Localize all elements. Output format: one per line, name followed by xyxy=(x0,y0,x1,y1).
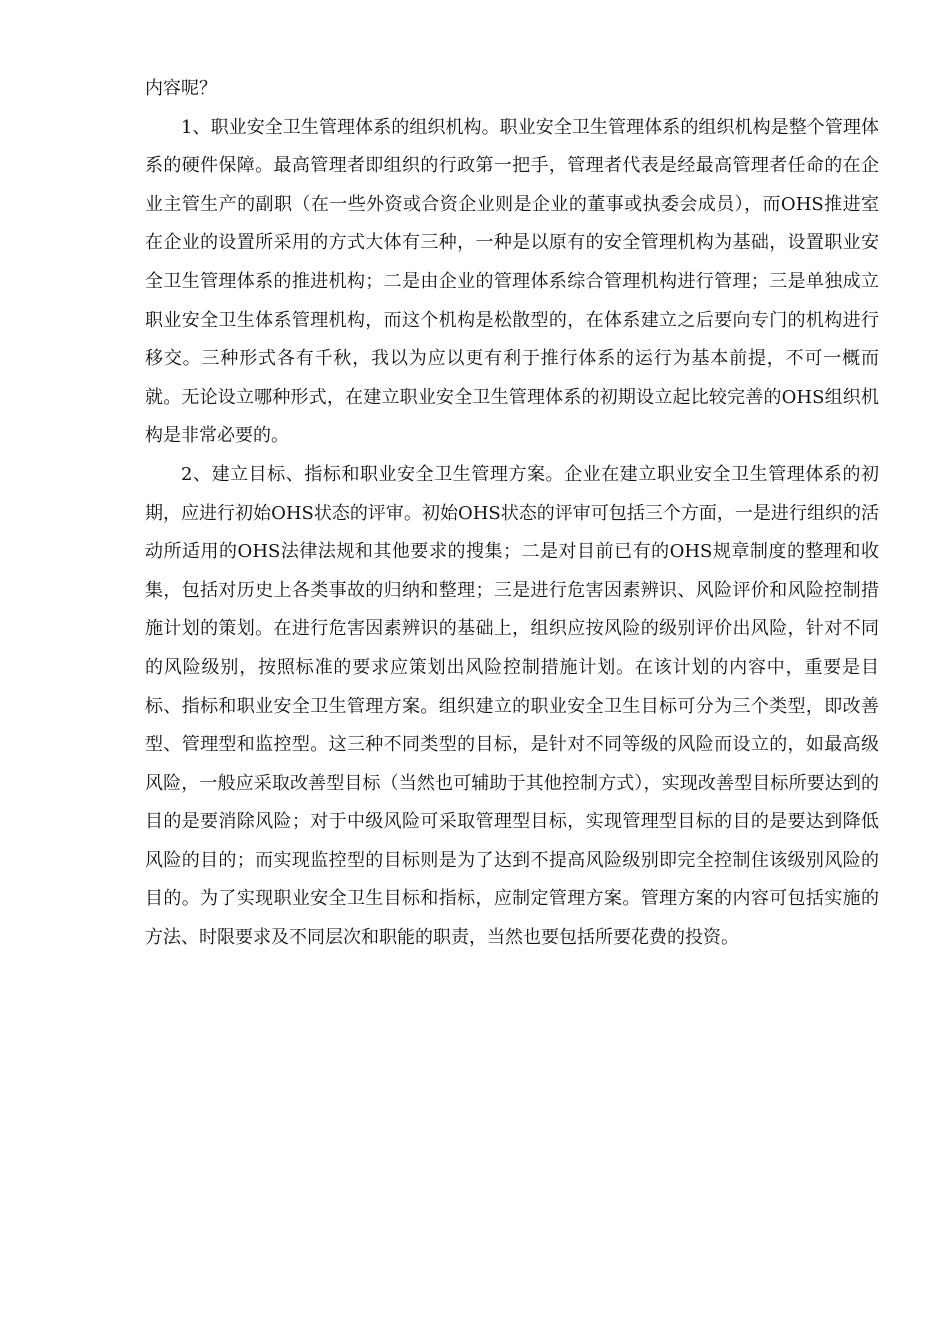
continuation-line: 内容呢？ xyxy=(145,78,217,99)
document-body xyxy=(145,70,879,958)
paragraph-objectives: 2、建立目标、指标和职业安全卫生管理方案。企业在建立职业安全卫生管理体系的初期，应进行初始OHS状态的评审。初始OHS状态的评审可包括三个方面，一是进行组织的活动所适用的OHS法律法规和其他要求的搜集；二是对目前已有的OHS规章制度的整理和收集，包括对历史上各类事故的归纳和整理；三是进行危害因素辨识、风险评价和风险控制措施计划的策划。在进行危害因素辨识的基础上，组织应按风险的级别评价出风险，针对不同的风险级别，按照标准的要求应策划出风险控制措施计划。在该计划的内容中，重要是目标、指标和职业安全卫生管理方案。组织建立的职业安全卫生目标可分为三个类型，即改善型、管理型和监控型。这三种不同类型的目标，是针对不同等级的风险而设立的，如最高级风险，一般应采取改善型目标（当然也可辅助于其他控制方式），实现改善型目标所要达到的目的是要消除风险；对于中级风险可采取管理型目标，实现管理型目标的目的是要达到降低风险的目的；而实现监控型的目标则是为了达到不提高风险级别即完全控制住该级别风险的目的。为了实现职业安全卫生目标和指标，应制定管理方案。管理方案的内容可包括实施的方法、时限要求及不同层次和职能的职责，当然也要包括所要花费的投资。 xyxy=(145,463,879,949)
paragraph-org-structure: 1、职业安全卫生管理体系的组织机构。职业安全卫生管理体系的组织机构是整个管理体系的硬件保障。最高管理者即组织的行政第一把手，管理者代表是经最高管理者任命的在企业主管生产的副职（在一些外资或合资企业则是企业的董事或执委会成员），而OHS推进室在企业的设置所采用的方式大体有三种，一种是以原有的安全管理机构为基础，设置职业安全卫生管理体系的推进机构；二是由企业的管理体系综合管理机构进行管理；三是单独成立职业安全卫生体系管理机构，而这个机构是松散型的，在体系建立之后要向专门的机构进行移交。三种形式各有千秋，我以为应以更有利于推行体系的运行为基本前提，不可一概而就。无论设立哪种形式，在建立职业安全卫生管理体系的初期设立起比较完善的OHS组织机构是非常必要的。 xyxy=(145,116,879,447)
